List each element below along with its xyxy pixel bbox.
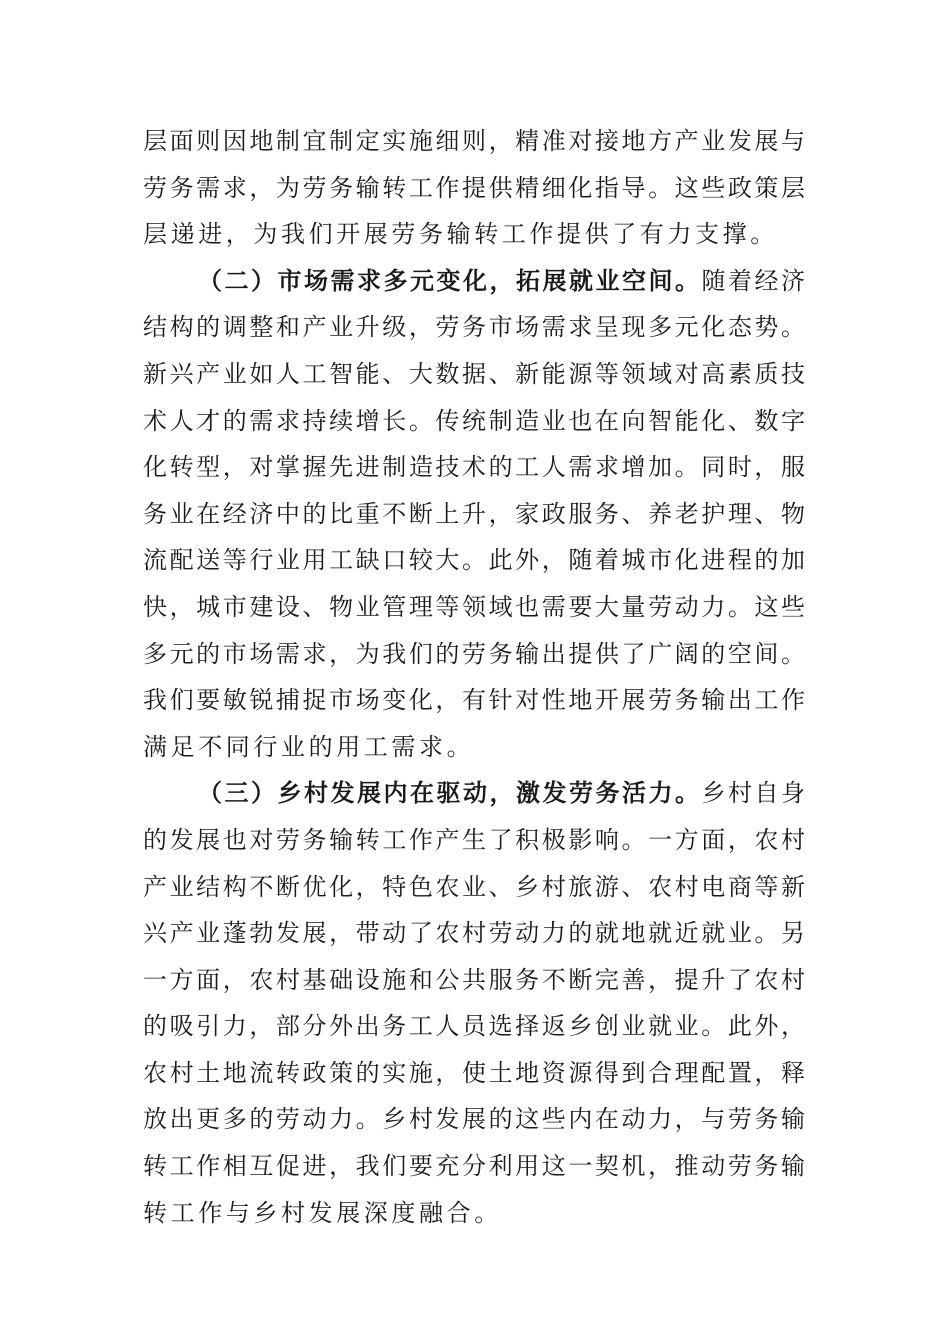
text-line: 农村土地流转政策的实施，使土地资源得到合理配置，释 <box>143 1058 805 1087</box>
text-line <box>143 770 805 817</box>
text-span: 乡村自身 <box>701 779 805 808</box>
text-line: 层面则因地制宜制定实施细则，精准对接地方产业发展与 <box>143 127 805 155</box>
text-line: 的发展也对劳务输转工作产生了积极影响。一方面，农村 <box>143 825 805 854</box>
text-line: 流配送等行业用工缺口较大。此外，随着城市化进程的加 <box>143 546 805 575</box>
text-line: 新兴产业如人工智能、大数据、新能源等领域对高素质技 <box>143 359 805 388</box>
text-line: 快，城市建设、物业管理等领域也需要大量劳动力。这些 <box>143 592 805 621</box>
document-page <box>143 118 805 1236</box>
text-line: 一方面，农村基础设施和公共服务不断完善，提升了农村 <box>143 965 805 994</box>
text-line: 化转型，对掌握先进制造技术的工人需求增加。同时，服 <box>143 453 805 482</box>
text-line: 转工作与乡村发展深度融合。 <box>143 1198 502 1227</box>
text-line: 劳务需求，为劳务输转工作提供精细化指导。这些政策层 <box>143 173 805 202</box>
paragraph-market-demand <box>143 258 805 771</box>
text-line: 兴产业蓬勃发展，带动了农村劳动力的就地就近就业。另 <box>143 919 805 948</box>
text-line: 放出更多的劳动力。乡村发展的这些内在动力，与劳务输 <box>143 1105 805 1134</box>
section-heading: （三）乡村发展内在驱动，激发劳务活力。 <box>198 778 702 808</box>
text-line: 产业结构不断优化，特色农业、乡村旅游、农村电商等新 <box>143 872 805 901</box>
text-span: 随着经济 <box>701 266 805 295</box>
paragraph-rural-development <box>143 770 805 1236</box>
text-line: 术人才的需求持续增长。传统制造业也在向智能化、数字 <box>143 406 805 435</box>
paragraph-policy-continuation <box>143 118 805 258</box>
section-heading: （二）市场需求多元变化，拓展就业空间。 <box>198 265 702 295</box>
text-line: 转工作相互促进，我们要充分利用这一契机，推动劳务输 <box>143 1152 805 1181</box>
text-line: 结构的调整和产业升级，劳务市场需求呈现多元化态势。 <box>143 313 805 342</box>
text-line: 多元的市场需求，为我们的劳务输出提供了广阔的空间。 <box>143 639 805 668</box>
text-line: 层递进，为我们开展劳务输转工作提供了有力支撑。 <box>143 220 778 249</box>
text-line <box>143 258 805 305</box>
text-line: 满足不同行业的用工需求。 <box>143 732 475 761</box>
text-line: 的吸引力，部分外出务工人员选择返乡创业就业。此外， <box>143 1012 805 1041</box>
text-line: 我们要敏锐捕捉市场变化，有针对性地开展劳务输出工作 <box>143 686 805 715</box>
text-line: 务业在经济中的比重不断上升，家政服务、养老护理、物 <box>143 499 805 528</box>
